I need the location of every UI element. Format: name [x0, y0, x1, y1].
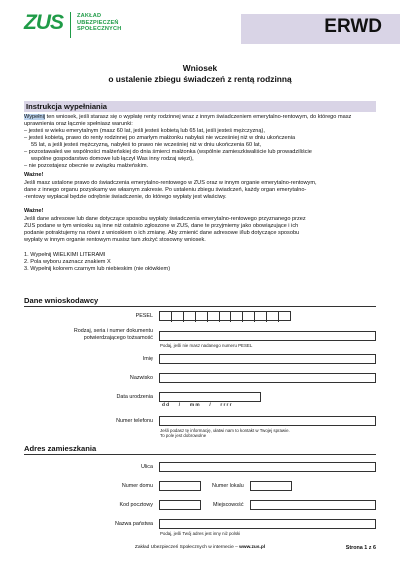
- pesel-input[interactable]: [159, 311, 291, 321]
- instructions-intro: [24, 114, 376, 128]
- birth-date-hint: dd / mm / rrrr: [162, 403, 233, 408]
- street-label: Ulica: [141, 464, 153, 470]
- pesel-digit: [160, 312, 172, 322]
- postal-code-label: Kod pocztowy: [119, 502, 153, 508]
- id-document-hint: Podaj, jeśli nie masz nadanego numeru PESEL: [160, 343, 253, 348]
- pesel-digit: [220, 312, 232, 322]
- house-number-input[interactable]: [159, 481, 201, 491]
- pesel-digit: [196, 312, 208, 322]
- logo-mark: ZUS: [24, 11, 63, 34]
- fill-step: 3. Wypełnij kolorem czarnym lub niebieskim (nie ołówkiem): [24, 265, 171, 272]
- pesel-digit: [172, 312, 184, 322]
- id-document-label-line-2: potwierdzającego tożsamość: [83, 334, 153, 341]
- condition-item-cont: 55 lat, a jeśli jesteś mężczyzną, nabyłeś to prawo nie wcześniej niż w dniu ukończenia 60 lat,: [31, 141, 262, 148]
- fill-step: 2. Pola wyboru zaznacz znakiem X: [24, 258, 111, 265]
- conditions-list: [24, 128, 376, 169]
- important-1-line: Jeśli masz ustalone prawo do świadczenia emerytalno-rentowego w ZUS oraz w innym organie emerytalno-rentowym,: [24, 180, 317, 186]
- pesel-digit: [231, 312, 243, 322]
- form-code-banner: [241, 14, 400, 44]
- condition-item: – nie pozostajesz obecnie w związku małżeńskim.: [24, 162, 149, 169]
- fill-step: 1. Wypełnij WIELKIMI LITERAMI: [24, 252, 106, 258]
- id-document-input[interactable]: [159, 331, 376, 341]
- birth-date-input[interactable]: [159, 392, 261, 402]
- pesel-digit: [243, 312, 255, 322]
- important-2-line: ZUS podane w tym wniosku są inne niż ostatnio zgłoszone w ZUS, dane te przyjmiemy jako obowiązujące i ich: [24, 222, 299, 229]
- logo-text: [77, 13, 121, 33]
- page-number: Strona 1 z 6: [345, 545, 376, 551]
- important-2-line: Jeśli dane adresowe lub dane dotyczące sposobu wypłaty świadczenia emerytalno-rentowego przyznanego przez: [24, 216, 306, 222]
- flat-number-input[interactable]: [250, 481, 292, 491]
- last-name-input[interactable]: [159, 373, 376, 383]
- form-header: [0, 0, 400, 44]
- postal-code-input[interactable]: [159, 500, 201, 510]
- logo-line-3: SPOŁECZNYCH: [77, 26, 122, 33]
- important-1-text: [24, 180, 376, 201]
- form-title-line-1: Wniosek: [182, 63, 218, 73]
- condition-item: – jesteś kobietą, prawo do renty rodzinnej po zmarłym małżonku nabyłaś nie wcześniej niż w dniu ukończenia: [24, 134, 296, 141]
- important-2-line: wypłaty w innym organie rentowym musisz tam złożyć stosowny wniosek.: [24, 236, 206, 243]
- condition-item: – jesteś w wieku emerytalnym (masz 60 lat, jeśli jesteś kobietą lub 65 lat, jeśli jesteś mężczyzną),: [24, 128, 265, 134]
- id-document-label: [13, 328, 153, 341]
- important-2-text: [24, 216, 376, 244]
- last-name-label: Nazwisko: [129, 375, 153, 381]
- phone-input[interactable]: [159, 416, 376, 426]
- pesel-digit: [267, 312, 279, 322]
- city-label: Miejscowość: [213, 502, 244, 508]
- footer-text: Zakład Ubezpieczeń Społecznych w internecie –: [134, 545, 240, 550]
- country-hint: Podaj, jeśli Twój adres jest inny niż polski: [160, 531, 241, 536]
- country-label: Nazwa państwa: [114, 521, 153, 527]
- address-heading: Adres zamieszkania: [24, 444, 376, 455]
- street-input[interactable]: [159, 462, 376, 472]
- first-name-label: Imię: [142, 356, 153, 362]
- form-code: ERWD: [324, 16, 382, 37]
- flat-number-label: Numer lokalu: [212, 483, 244, 489]
- logo-line-1: ZAKŁAD: [77, 13, 102, 19]
- footer-url: www.zus.pl: [239, 545, 266, 550]
- pesel-digit: [184, 312, 196, 322]
- country-input[interactable]: [159, 519, 376, 529]
- birth-date-label: Data urodzenia: [116, 394, 153, 400]
- important-1-line: dane z innego organu pozyskamy we własnym zakresie. Po ustaleniu zbiegu świadczeń, każdy organ emerytalno-: [24, 186, 307, 193]
- important-1-heading: Ważne!: [24, 172, 44, 178]
- important-1-line: -rentowy wypłacał będzie odrębnie świadczenie, do którego wypłaty jest właściwy.: [24, 193, 227, 200]
- house-number-label: Numer domu: [121, 483, 153, 489]
- id-document-label-line-1: Rodzaj, seria i numer dokumentu: [73, 328, 153, 334]
- fill-steps: [24, 252, 376, 273]
- instructions-heading: Instrukcja wypełniania: [24, 101, 376, 112]
- condition-item: – pozostawałeś we wspólności małżeńskiej do dnia śmierci małżonka (wspólnie zamieszkiwaliście lub prowadziliście: [24, 148, 312, 155]
- logo-divider: [70, 12, 71, 38]
- applicant-heading: Dane wnioskodawcy: [24, 296, 376, 307]
- condition-item-cont: wspólne gospodarstwo domowe lub łączył Was inny rodzaj więzi),: [31, 155, 194, 162]
- pesel-digit: [255, 312, 267, 322]
- logo-line-2: UBEZPIECZEŃ: [77, 19, 119, 26]
- pesel-digit: [279, 312, 290, 322]
- city-input[interactable]: [250, 500, 376, 510]
- footer-note: [0, 545, 400, 550]
- pesel-label: PESEL: [135, 313, 153, 319]
- phone-label: Numer telefonu: [116, 418, 153, 424]
- phone-hint-line-1: Jeśli podasz tę informację, ułatwi nam to kontakt w Twojej sprawie.: [160, 428, 290, 433]
- important-2-heading: Ważne!: [24, 208, 44, 214]
- important-2-line: podanie potraktujemy na równi z wnioskiem o ich zmianę. Aby zmienić dane adresowe i/lub dotyczące sposobu: [24, 229, 300, 236]
- first-name-input[interactable]: [159, 354, 376, 364]
- form-title-line-2: o ustalenie zbiegu świadczeń z rentą rodzinną: [108, 74, 292, 84]
- intro-highlight: Wypełnij: [24, 114, 46, 120]
- pesel-digit: [208, 312, 220, 322]
- phone-hint: [160, 428, 290, 439]
- zus-logo: [24, 12, 121, 38]
- intro-text: ten wniosek, jeśli starasz się o wypłatę renty rodzinnej wraz z innym świadczeniem emerytalno-rentowym, do którego masz uprawnienia oraz łącznie spełniasz warunki:: [24, 114, 352, 127]
- phone-hint-line-2: To pole jest dobrowolne: [160, 433, 207, 439]
